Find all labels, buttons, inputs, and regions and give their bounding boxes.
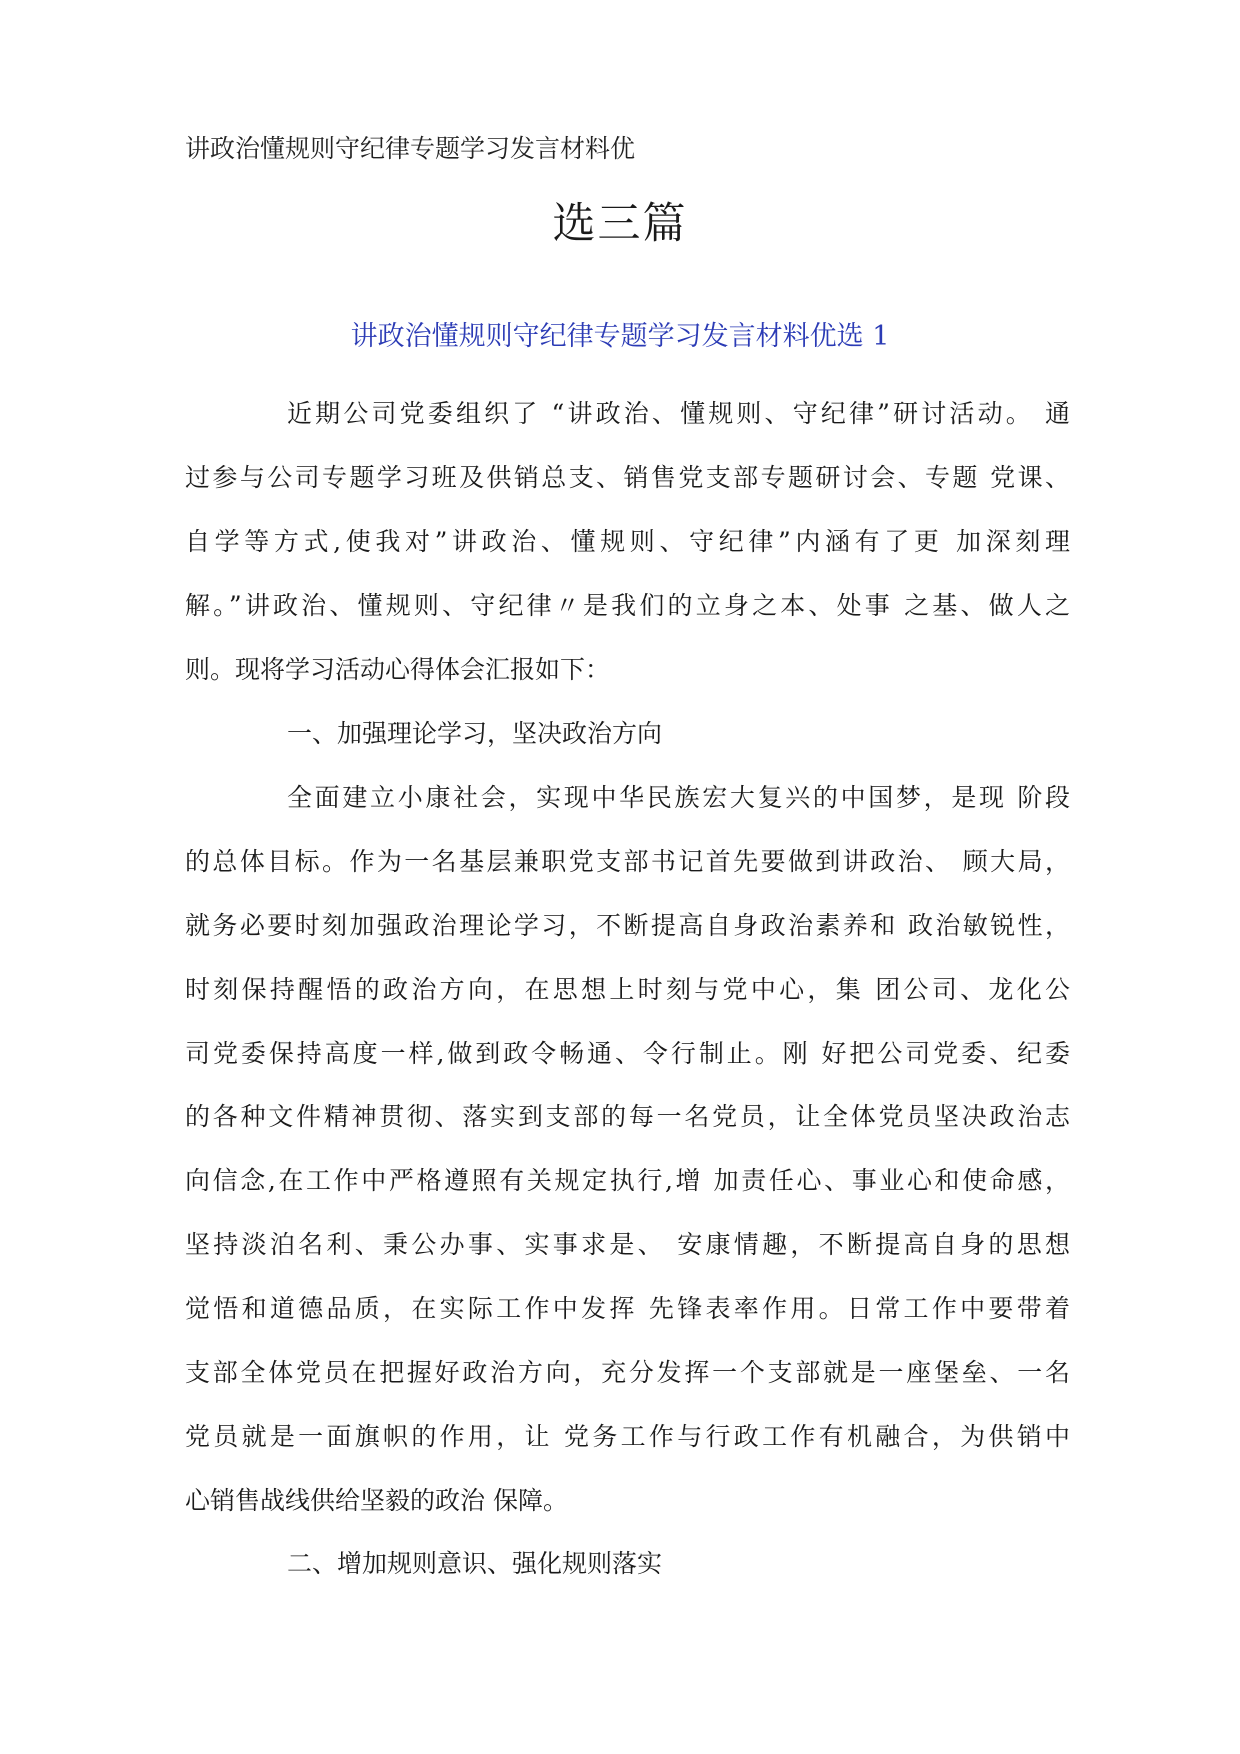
document-title-line-2: 选三篇: [552, 199, 688, 249]
paragraph-line: 时刻保持醒悟的政治方向，在思想上时刻与党中心，集 团公司、龙化公: [185, 974, 1070, 1004]
paragraph-line: 的各种文件精神贯彻、落实到支部的每一名党员，让全体党员坚决政治志: [185, 1102, 1070, 1132]
paragraph-line: 解。”讲政治、懂规则、守纪律〃是我们的立身之本、处事 之基、做人之: [185, 590, 1070, 620]
subheading-1: [185, 702, 1070, 766]
paragraph-1: [185, 382, 1070, 701]
paragraph-line: 坚持淡泊名利、秉公办事、实事求是、 安康情趣，不断提高自身的思想: [185, 1230, 1070, 1260]
paragraph-line: 自学等方式,使我对”讲政治、懂规则、守纪律”内涵有了更 加深刻理: [185, 526, 1070, 556]
paragraph-line: 支部全体党员在把握好政治方向，充分发挥一个支部就是一座堡垒、一名: [185, 1358, 1070, 1388]
paragraph-2: [185, 766, 1070, 1533]
subheading-2: [185, 1532, 1070, 1596]
paragraph-line: 的总体目标。作为一名基层兼职党支部书记首先要做到讲政治、 顾大局，: [185, 846, 1070, 876]
paragraph-line: 则。现将学习活动心得体会汇报如下：: [185, 654, 611, 684]
paragraph-line: 觉悟和道德品质，在实际工作中发挥 先锋表率作用。日常工作中要带着: [185, 1294, 1070, 1324]
paragraph-line: 心销售战线供给坚毅的政治 保障。: [185, 1485, 568, 1515]
subheading-text: 二、增加规则意识、强化规则落实: [287, 1549, 663, 1578]
section-heading: 讲政治懂规则守纪律专题学习发言材料优选 1: [350, 321, 890, 352]
paragraph-line: 过参与公司专题学习班及供销总支、销售党支部专题研讨会、专题 党课、: [185, 462, 1070, 492]
paragraph-line: 向信念,在工作中严格遵照有关规定执行,增 加责任心、事业心和使命感，: [185, 1166, 1070, 1196]
paragraph-line: 近期公司党委组织了 “讲政治、懂规则、守纪律”研讨活动。 通: [287, 399, 1070, 428]
document-title-line-1: 讲政治懂规则守纪律专题学习发言材料优: [185, 134, 636, 163]
paragraph-line: 全面建立小康社会，实现中华民族宏大复兴的中国梦，是现 阶段: [287, 783, 1070, 812]
paragraph-line: 党员就是一面旗帜的作用，让 党务工作与行政工作有机融合，为供销中: [185, 1421, 1070, 1451]
subheading-text: 一、加强理论学习，坚决政治方向: [287, 719, 663, 748]
paragraph-line: 司党委保持高度一样,做到政令畅通、令行制止。刚 好把公司党委、纪委: [185, 1038, 1070, 1068]
paragraph-line: 就务必要时刻加强政治理论学习，不断提高自身政治素养和 政治敏锐性，: [185, 910, 1070, 940]
